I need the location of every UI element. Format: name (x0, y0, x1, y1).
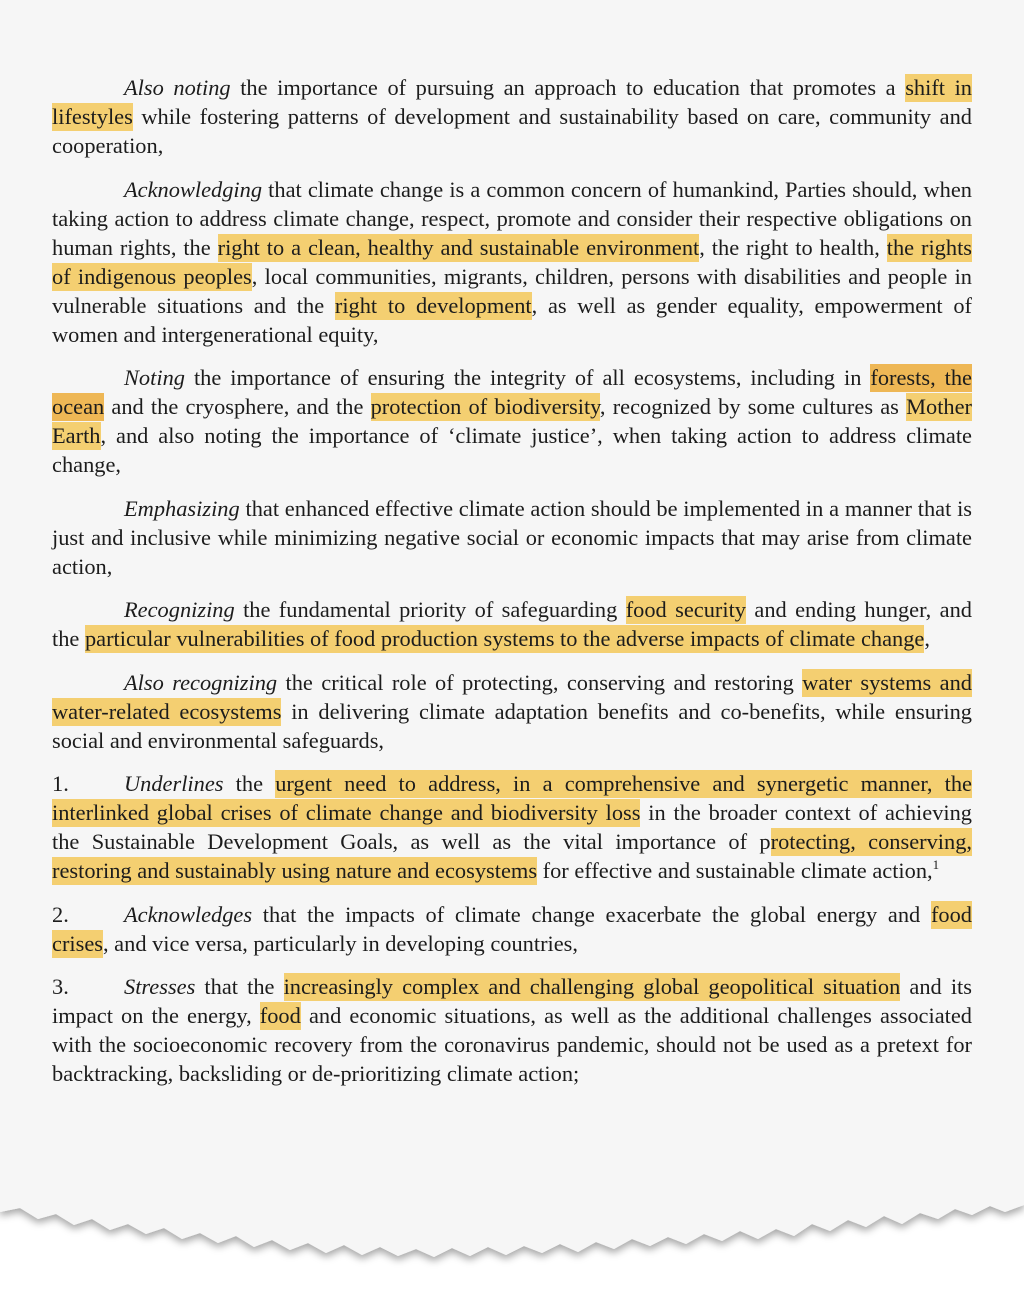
italic-lead-phrase: Also noting (124, 75, 231, 100)
preamble-paragraph (52, 668, 972, 755)
italic-lead-phrase: Acknowledging (124, 176, 263, 202)
paragraph-text: and its impact on the energy, (52, 974, 972, 1028)
paragraph-text: while fostering patterns of development and sustainability based on care, community and cooperation, (52, 104, 972, 158)
paragraph-number: 1. (52, 771, 69, 796)
numbered-paragraph (52, 769, 972, 885)
highlighted-phrase: right to a clean, healthy and sustainable environment (217, 234, 700, 260)
numbered-paragraph (52, 972, 972, 1088)
highlighted-phrase: particular vulnerabilities of food production systems to the adverse impacts of climate change (84, 626, 925, 651)
paragraph-text: the fundamental priority of safeguarding (234, 597, 626, 622)
paragraph-text: , (924, 626, 930, 651)
footnote-marker: 1 (932, 857, 940, 872)
highlighted-phrase: water systems and water-related ecosystems (52, 669, 972, 724)
italic-lead-phrase: Also recognizing (124, 669, 278, 695)
highlighted-phrase: protection of biodiversity (370, 394, 600, 419)
paragraph-text: , as well as gender equality, empowerment of women and intergenerational equity, (52, 292, 972, 347)
paragraph-text: and economic situations, as well as the additional challenges associated with the socioeconomic recovery from the coronavirus pandemic, should not be used as a pretext for backtracking, backsliding or de-prioritizing climate action; (52, 1003, 972, 1086)
paragraph-text: for effective and sustainable climate action, (537, 858, 933, 883)
paragraph-text: the (223, 771, 276, 796)
highlighted-phrase: forests, the ocean (52, 365, 972, 419)
preamble-paragraph (52, 175, 972, 349)
numbered-paragraph (52, 900, 972, 958)
paragraph-text: , and also noting the importance of ‘climate justice’, when taking action to address climate change, (52, 423, 972, 477)
highlighted-phrase: rotecting, conserving, restoring and sustainably using nature and ecosystems (52, 829, 972, 883)
paragraph-text: and ending hunger, and the (52, 597, 972, 651)
paragraph-text: in the broader context of achieving the Sustainable Development Goals, as well as the vital importance of p (52, 800, 973, 854)
italic-lead-phrase: Emphasizing (124, 495, 240, 521)
paragraph-text: that the (195, 974, 284, 999)
italic-lead-phrase: Recognizing (124, 597, 235, 622)
preamble-paragraph (52, 494, 972, 581)
italic-lead-phrase: Acknowledges (124, 901, 253, 927)
paragraph-text: the critical role of protecting, conserving and restoring (277, 669, 803, 695)
paragraph-text: , the right to health, (699, 234, 887, 260)
preamble-paragraph (52, 595, 972, 653)
preamble-paragraph (52, 363, 972, 479)
italic-lead-phrase: Stresses (124, 974, 196, 999)
highlighted-phrase: Mother Earth (52, 394, 973, 448)
highlighted-phrase: right to development (334, 292, 532, 318)
highlighted-phrase: shift in lifestyles (52, 75, 972, 129)
paragraph-text: that the impacts of climate change exacerbate the global energy and (252, 901, 931, 927)
paragraph-text: and the cryosphere, and the (104, 394, 371, 419)
italic-lead-phrase: Underlines (124, 771, 224, 796)
paragraph-text: in delivering climate adaptation benefits and co-benefits, while ensuring social and environmental safeguards, (52, 698, 973, 753)
highlighted-phrase: the rights of indigenous peoples (52, 234, 973, 289)
highlighted-phrase: urgent need to address, in a comprehensive and synergetic manner, the interlinked global crises of climate change and biodiversity loss (52, 771, 972, 825)
highlighted-phrase: food security (625, 597, 746, 622)
paragraph-number: 2. (52, 901, 69, 927)
paragraph-text: , recognized by some cultures as (599, 394, 907, 419)
paragraph-number: 3. (52, 974, 69, 999)
paragraph-text: the importance of pursuing an approach to education that promotes a (230, 75, 906, 100)
highlighted-phrase: food (259, 1003, 301, 1028)
paragraph-text: that enhanced effective climate action should be implemented in a manner that is just and inclusive while minimizing negative social or economic impacts that may arise from climate action, (52, 495, 972, 579)
highlighted-phrase: food crises (52, 901, 972, 956)
paragraph-text: the importance of ensuring the integrity of all ecosystems, including in (184, 365, 871, 390)
document-body (52, 73, 972, 1103)
paragraph-text: , and vice versa, particularly in developing countries, (102, 930, 578, 956)
highlighted-phrase: increasingly complex and challenging global geopolitical situation (283, 974, 901, 999)
paragraph-text: that climate change is a common concern of humankind, Parties should, when taking action to address climate change, respect, promote and consider their respective obligations on human rights, the (52, 176, 972, 260)
italic-lead-phrase: Noting (124, 365, 185, 390)
paragraph-text: , local communities, migrants, children, persons with disabilities and people in vulnerable situations and the (52, 263, 972, 318)
preamble-paragraph (52, 73, 972, 160)
